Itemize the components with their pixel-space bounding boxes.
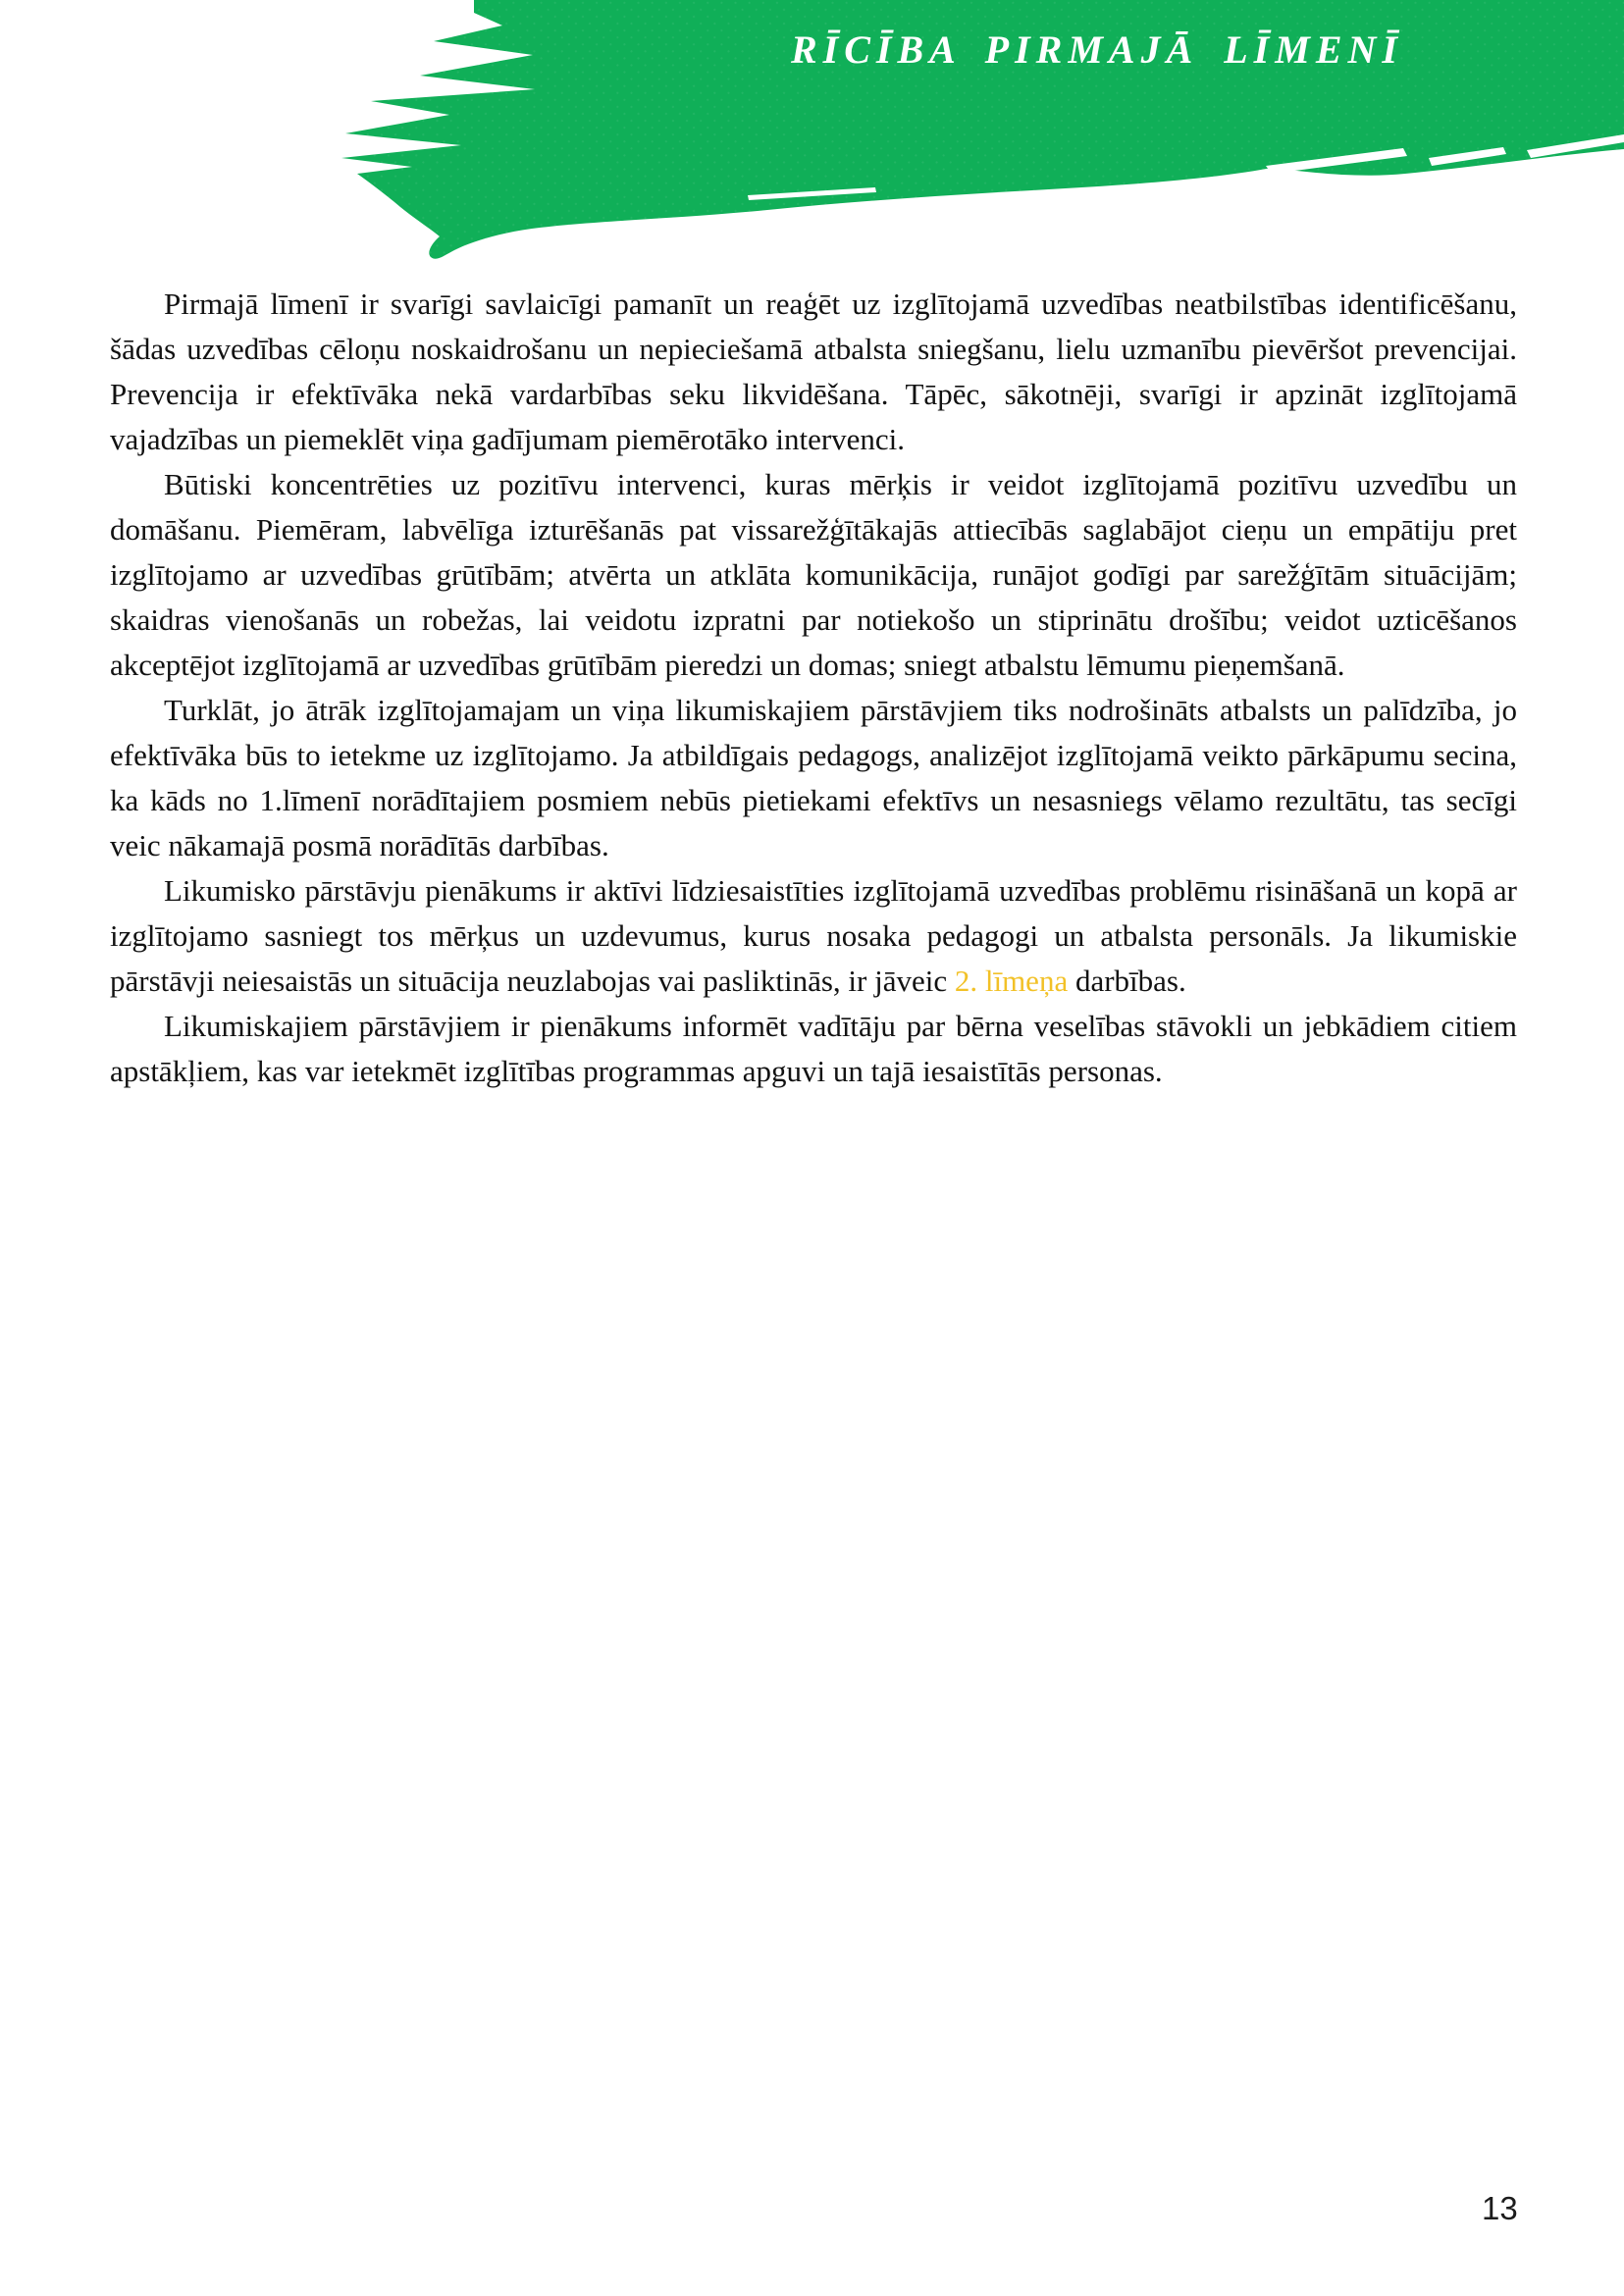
paragraph-5: Likumiskajiem pārstāvjiem ir pienākums informēt vadītāju par bērna veselības stāvokli un jebkādiem citiem apstākļiem, kas var ietekmēt izglītības programmas apguvi un tajā iesaistītās personas. <box>110 1009 1517 1088</box>
paragraph-2: Būtiski koncentrēties uz pozitīvu intervenci, kuras mērķis ir veidot izglītojamā pozitīvu uzvedību un domāšanu. Piemēram, labvēlīga izturēšanās pat vissarežģītākajās attiecībās saglabājot cieņu un empātiju pret izglītojamo ar uzvedības grūtībām; atvērta un atklāta komunikācija, runājot godīgi par sarežģītām situācijām; skaidras vienošanās un robežas, lai veidotu izpratni par notiekošo un stiprinātu drošību; veidot uzticēšanos akceptējot izglītojamā ar uzvedības grūtībām pieredzi un domas; sniegt atbalstu lēmumu pieņemšanā. <box>110 467 1517 682</box>
paragraph-4-text-before-link: Likumisko pārstāvju pienākums ir aktīvi līdziesaistīties izglītojamā uzvedības problēmu risināšanā un kopā ar izglītojamo sasniegt tos mērķus un uzdevumus, kurus nosaka pedagogi un atbalsta personāls. Ja likumiskie pārstāvji neiesaistās un situācija neuzlabojas vai pasliktinās, ir jāveic <box>110 873 1517 998</box>
page-number: 13 <box>1482 2190 1518 2226</box>
paragraph-3: Turklāt, jo ātrāk izglītojamajam un viņa likumiskajiem pārstāvjiem tiks nodrošināts atbalsts un palīdzība, jo efektīvāka būs to ietekme uz izglītojamo. Ja atbildīgais pedagogs, analizējot izglītojamā veikto pārkāpumu secina, ka kāds no 1.līmenī norādītajiem posmiem nebūs pietiekami efektīvs un nesasniegs vēlamo rezultātu, tas secīgi veic nākamajā posmā norādītās darbības. <box>110 693 1517 862</box>
page-title: RĪCĪBA PIRMAJĀ LĪMENĪ <box>791 27 1403 72</box>
paragraph-1: Pirmajā līmenī ir svarīgi savlaicīgi pamanīt un reaģēt uz izglītojamā uzvedības neatbilstības identificēšanu, šādas uzvedības cēloņu noskaidrošanu un nepieciešamā atbalsta sniegšanu, lielu uzmanību pievēršot prevencijai. Prevencija ir efektīvāka nekā vardarbības seku likvidēšana. Tāpēc, sākotnēji, svarīgi ir apzināt izglītojamā vajadzības un piemeklēt viņa gadījumam piemērotāko intervenci. <box>110 287 1517 456</box>
paragraph-4 <box>110 868 1517 1004</box>
paragraph-4-text-after-link: darbības. <box>1068 964 1186 998</box>
body-text <box>110 282 1517 1094</box>
level-2-link[interactable]: 2. līmeņa <box>954 964 1069 998</box>
